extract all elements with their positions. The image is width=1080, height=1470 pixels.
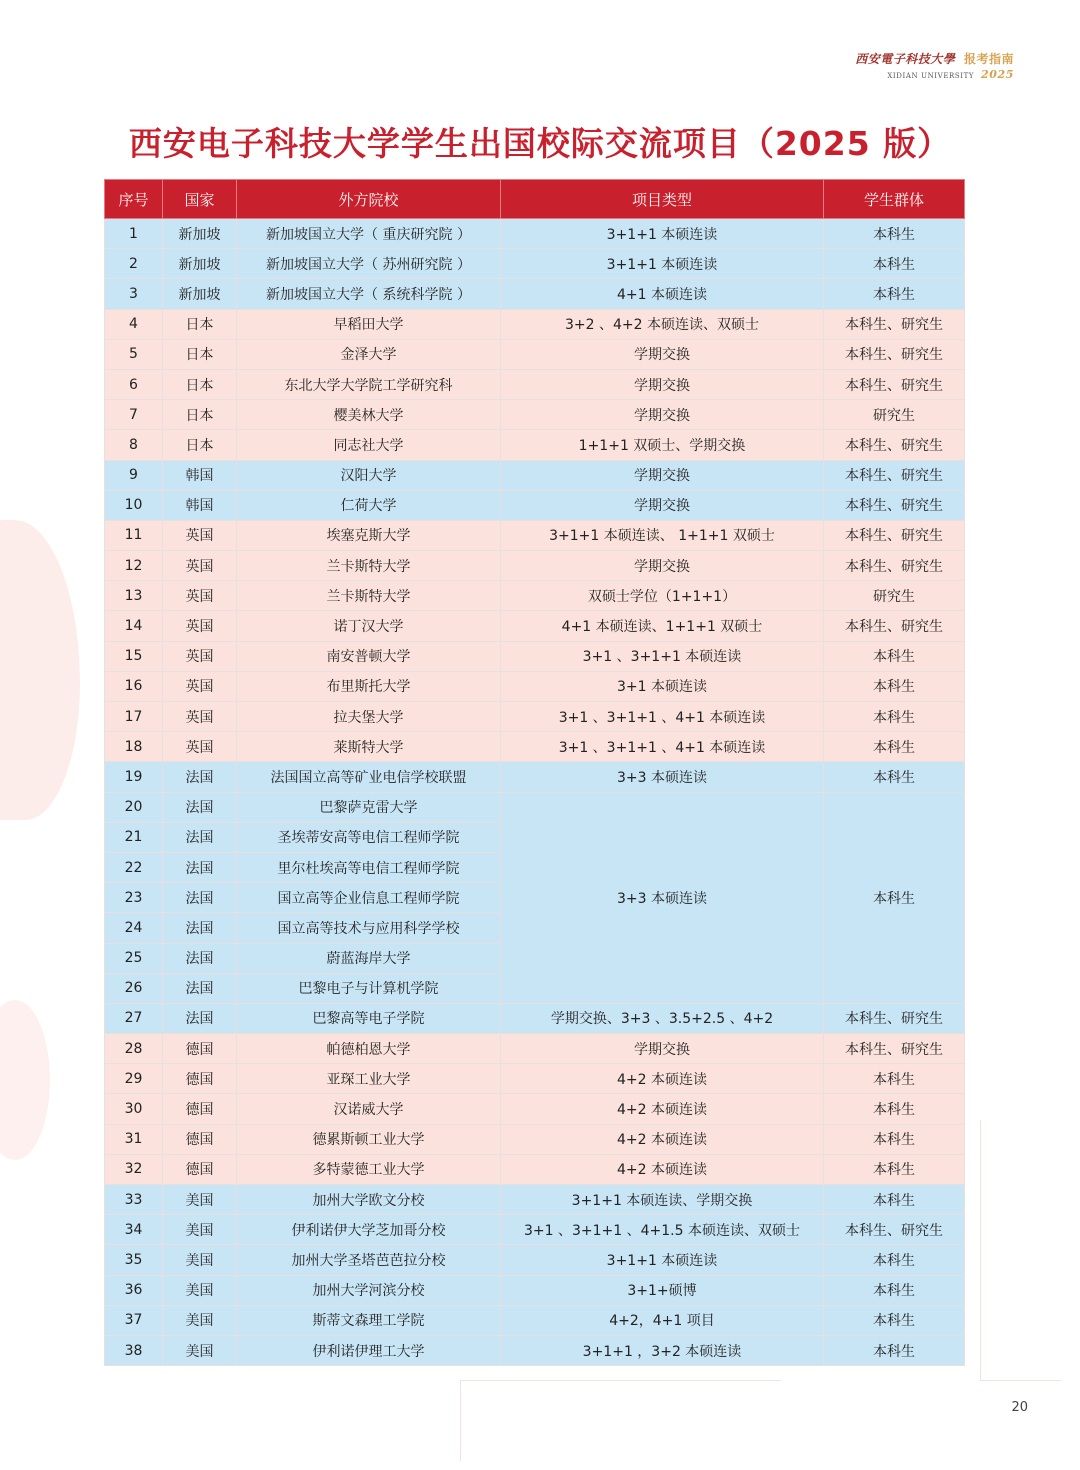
cell-school: 莱斯特大学 <box>237 732 501 762</box>
logo-university-name: 西安電子科技大學 <box>855 52 956 66</box>
cell-student-group: 本科生 <box>824 1094 965 1124</box>
cell-student-group: 研究生 <box>824 400 965 430</box>
cell-number: 37 <box>105 1305 163 1335</box>
cell-school: 南安普顿大学 <box>237 641 501 671</box>
cell-program-type: 3+1+1 本硕连读、学期交换 <box>501 1185 824 1215</box>
cell-school: 樱美林大学 <box>237 400 501 430</box>
cell-country: 日本 <box>163 430 237 460</box>
cell-country: 新加坡 <box>163 249 237 279</box>
cell-country: 法国 <box>163 883 237 913</box>
cell-student-group: 本科生 <box>824 702 965 732</box>
cell-student-group: 本科生、研究生 <box>824 339 965 369</box>
cell-school: 帕德柏恩大学 <box>237 1034 501 1064</box>
cell-country: 英国 <box>163 702 237 732</box>
cell-number: 5 <box>105 339 163 369</box>
cell-school: 德累斯顿工业大学 <box>237 1124 501 1154</box>
table-row <box>105 430 965 460</box>
table-header-row <box>105 180 965 219</box>
table-row <box>105 1305 965 1335</box>
cell-country: 英国 <box>163 551 237 581</box>
cell-program-type: 学期交换、3+3 、3.5+2.5 、4+2 <box>501 1003 824 1033</box>
cell-country: 法国 <box>163 762 237 792</box>
cell-number: 26 <box>105 973 163 1003</box>
cell-country: 英国 <box>163 671 237 701</box>
cell-school: 亚琛工业大学 <box>237 1064 501 1094</box>
cell-student-group: 本科生、研究生 <box>824 460 965 490</box>
cell-school: 拉夫堡大学 <box>237 702 501 732</box>
cell-country: 美国 <box>163 1185 237 1215</box>
cell-program-type: 3+2 、4+2 本硕连读、双硕士 <box>501 309 824 339</box>
cell-school: 圣埃蒂安高等电信工程师学院 <box>237 822 501 852</box>
cell-school: 金泽大学 <box>237 339 501 369</box>
cell-program-type: 4+1 本硕连读 <box>501 279 824 309</box>
cell-school: 巴黎萨克雷大学 <box>237 792 501 822</box>
cell-student-group: 本科生 <box>824 1305 965 1335</box>
cell-student-group: 本科生 <box>824 1064 965 1094</box>
cell-program-type: 4+1 本硕连读、1+1+1 双硕士 <box>501 611 824 641</box>
cell-country: 德国 <box>163 1064 237 1094</box>
cell-number: 22 <box>105 852 163 882</box>
table-row <box>105 611 965 641</box>
cell-program-type: 4+2 本硕连读 <box>501 1064 824 1094</box>
page-number: 20 <box>1011 1400 1028 1415</box>
header-school: 外方院校 <box>237 180 501 219</box>
cell-school: 法国国立高等矿业电信学校联盟 <box>237 762 501 792</box>
cell-country: 德国 <box>163 1154 237 1184</box>
cell-school: 巴黎电子与计算机学院 <box>237 973 501 1003</box>
cell-country: 法国 <box>163 822 237 852</box>
cell-country: 法国 <box>163 973 237 1003</box>
table-row <box>105 279 965 309</box>
table-row <box>105 460 965 490</box>
cell-student-group: 本科生 <box>824 641 965 671</box>
cell-country: 英国 <box>163 581 237 611</box>
table-row <box>105 1215 965 1245</box>
cell-student-group: 本科生 <box>824 792 965 1003</box>
cell-school: 蔚蓝海岸大学 <box>237 943 501 973</box>
background-circuit-decoration <box>980 1120 1061 1381</box>
cell-school: 同志社大学 <box>237 430 501 460</box>
cell-country: 法国 <box>163 943 237 973</box>
table-row <box>105 1154 965 1184</box>
cell-program-type: 4+2 本硕连读 <box>501 1124 824 1154</box>
cell-number: 31 <box>105 1124 163 1154</box>
cell-program-type: 4+2，4+1 项目 <box>501 1305 824 1335</box>
cell-program-type: 4+2 本硕连读 <box>501 1094 824 1124</box>
cell-student-group: 本科生 <box>824 219 965 249</box>
cell-country: 德国 <box>163 1124 237 1154</box>
logo-english-name: XIDIAN UNIVERSITY <box>887 72 975 80</box>
table-row <box>105 1124 965 1154</box>
cell-number: 25 <box>105 943 163 973</box>
cell-student-group: 本科生 <box>824 732 965 762</box>
cell-school: 加州大学圣塔芭芭拉分校 <box>237 1245 501 1275</box>
cell-number: 28 <box>105 1034 163 1064</box>
cell-program-type: 学期交换 <box>501 551 824 581</box>
table-row <box>105 1064 965 1094</box>
background-map-decoration <box>0 1000 50 1160</box>
cell-school: 布里斯托大学 <box>237 671 501 701</box>
cell-country: 美国 <box>163 1335 237 1365</box>
cell-country: 法国 <box>163 1003 237 1033</box>
cell-country: 美国 <box>163 1305 237 1335</box>
cell-school: 汉阳大学 <box>237 460 501 490</box>
cell-number: 17 <box>105 702 163 732</box>
cell-number: 11 <box>105 520 163 550</box>
table-row <box>105 339 965 369</box>
cell-program-type: 3+1+硕博 <box>501 1275 824 1305</box>
table-row <box>105 762 965 792</box>
cell-program-type: 3+1 、3+1+1 、4+1 本硕连读 <box>501 702 824 732</box>
cell-number: 21 <box>105 822 163 852</box>
cell-program-type: 学期交换 <box>501 339 824 369</box>
table-row <box>105 732 965 762</box>
table-row <box>105 551 965 581</box>
cell-student-group: 本科生 <box>824 1185 965 1215</box>
cell-school: 伊利诺伊大学芝加哥分校 <box>237 1215 501 1245</box>
cell-student-group: 本科生、研究生 <box>824 520 965 550</box>
cell-country: 日本 <box>163 339 237 369</box>
cell-number: 7 <box>105 400 163 430</box>
cell-school: 里尔杜埃高等电信工程师学院 <box>237 852 501 882</box>
header-program-type: 项目类型 <box>501 180 824 219</box>
cell-school: 兰卡斯特大学 <box>237 581 501 611</box>
cell-country: 美国 <box>163 1245 237 1275</box>
logo-year: 2025 <box>980 68 1014 81</box>
cell-program-type: 3+1+1 本硕连读 <box>501 219 824 249</box>
cell-school: 诺丁汉大学 <box>237 611 501 641</box>
cell-number: 14 <box>105 611 163 641</box>
table-row <box>105 249 965 279</box>
cell-number: 6 <box>105 369 163 399</box>
cell-student-group: 本科生、研究生 <box>824 369 965 399</box>
cell-number: 8 <box>105 430 163 460</box>
cell-school: 兰卡斯特大学 <box>237 551 501 581</box>
cell-student-group: 本科生、研究生 <box>824 1034 965 1064</box>
table-row <box>105 219 965 249</box>
cell-number: 27 <box>105 1003 163 1033</box>
cell-number: 13 <box>105 581 163 611</box>
cell-number: 32 <box>105 1154 163 1184</box>
cell-program-type: 3+1+1 本硕连读 <box>501 1245 824 1275</box>
cell-student-group: 本科生、研究生 <box>824 551 965 581</box>
header-country: 国家 <box>163 180 237 219</box>
cell-program-type: 3+3 本硕连读 <box>501 792 824 1003</box>
header-number: 序号 <box>105 180 163 219</box>
page-title: 西安电子科技大学学生出国校际交流项目（2025 版） <box>128 124 952 163</box>
cell-number: 36 <box>105 1275 163 1305</box>
cell-number: 12 <box>105 551 163 581</box>
cell-program-type: 双硕士学位（1+1+1） <box>501 581 824 611</box>
cell-number: 19 <box>105 762 163 792</box>
cell-student-group: 本科生、研究生 <box>824 1215 965 1245</box>
cell-school: 早稻田大学 <box>237 309 501 339</box>
cell-school: 新加坡国立大学（ 系统科学院 ） <box>237 279 501 309</box>
table-row <box>105 641 965 671</box>
table-row <box>105 1275 965 1305</box>
header-student-group: 学生群体 <box>824 180 965 219</box>
table-row <box>105 1094 965 1124</box>
cell-program-type: 3+1 本硕连读 <box>501 671 824 701</box>
cell-school: 国立高等技术与应用科学学校 <box>237 913 501 943</box>
cell-number: 1 <box>105 219 163 249</box>
cell-number: 16 <box>105 671 163 701</box>
cell-school: 巴黎高等电子学院 <box>237 1003 501 1033</box>
cell-country: 美国 <box>163 1215 237 1245</box>
cell-number: 15 <box>105 641 163 671</box>
cell-student-group: 本科生 <box>824 762 965 792</box>
cell-school: 加州大学欧文分校 <box>237 1185 501 1215</box>
table-row <box>105 1185 965 1215</box>
cell-school: 东北大学大学院工学研究科 <box>237 369 501 399</box>
cell-school: 仁荷大学 <box>237 490 501 520</box>
table-row <box>105 792 965 822</box>
cell-number: 24 <box>105 913 163 943</box>
table-row <box>105 400 965 430</box>
cell-student-group: 本科生 <box>824 671 965 701</box>
cell-program-type: 3+1 、3+1+1 、4+1.5 本硕连读、双硕士 <box>501 1215 824 1245</box>
cell-school: 埃塞克斯大学 <box>237 520 501 550</box>
cell-program-type: 3+3 本硕连读 <box>501 762 824 792</box>
table-row <box>105 1245 965 1275</box>
cell-number: 20 <box>105 792 163 822</box>
cell-number: 34 <box>105 1215 163 1245</box>
table-row <box>105 581 965 611</box>
cell-student-group: 本科生、研究生 <box>824 309 965 339</box>
cell-program-type: 学期交换 <box>501 460 824 490</box>
cell-school: 伊利诺伊理工大学 <box>237 1335 501 1365</box>
cell-program-type: 3+1+1 本硕连读 <box>501 249 824 279</box>
cell-student-group: 研究生 <box>824 581 965 611</box>
cell-school: 汉诺威大学 <box>237 1094 501 1124</box>
cell-country: 新加坡 <box>163 219 237 249</box>
cell-country: 英国 <box>163 641 237 671</box>
cell-country: 英国 <box>163 611 237 641</box>
logo-guide-text: 报考指南 <box>963 52 1014 66</box>
exchange-program-table <box>104 179 965 1366</box>
cell-student-group: 本科生 <box>824 1124 965 1154</box>
table-row <box>105 1034 965 1064</box>
cell-country: 美国 <box>163 1275 237 1305</box>
cell-student-group: 本科生、研究生 <box>824 1003 965 1033</box>
cell-number: 4 <box>105 309 163 339</box>
cell-student-group: 本科生 <box>824 1275 965 1305</box>
cell-country: 新加坡 <box>163 279 237 309</box>
cell-number: 38 <box>105 1335 163 1365</box>
cell-program-type: 学期交换 <box>501 369 824 399</box>
cell-student-group: 本科生 <box>824 249 965 279</box>
cell-number: 18 <box>105 732 163 762</box>
cell-program-type: 3+1+1 ，3+2 本硕连读 <box>501 1335 824 1365</box>
cell-number: 10 <box>105 490 163 520</box>
cell-number: 9 <box>105 460 163 490</box>
cell-student-group: 本科生 <box>824 1245 965 1275</box>
cell-country: 英国 <box>163 732 237 762</box>
cell-school: 新加坡国立大学（ 重庆研究院 ） <box>237 219 501 249</box>
cell-program-type: 3+1 、3+1+1 、4+1 本硕连读 <box>501 732 824 762</box>
cell-country: 英国 <box>163 520 237 550</box>
cell-program-type: 4+2 本硕连读 <box>501 1154 824 1184</box>
cell-school: 斯蒂文森理工学院 <box>237 1305 501 1335</box>
cell-country: 日本 <box>163 369 237 399</box>
table-row <box>105 520 965 550</box>
cell-program-type: 1+1+1 双硕士、学期交换 <box>501 430 824 460</box>
table-row <box>105 671 965 701</box>
cell-country: 法国 <box>163 792 237 822</box>
cell-program-type: 3+1+1 本硕连读、 1+1+1 双硕士 <box>501 520 824 550</box>
cell-country: 韩国 <box>163 490 237 520</box>
cell-school: 新加坡国立大学（ 苏州研究院 ） <box>237 249 501 279</box>
cell-country: 日本 <box>163 309 237 339</box>
table-row <box>105 490 965 520</box>
cell-country: 德国 <box>163 1094 237 1124</box>
cell-program-type: 学期交换 <box>501 400 824 430</box>
university-logo <box>855 50 1014 81</box>
cell-student-group: 本科生 <box>824 1154 965 1184</box>
cell-country: 德国 <box>163 1034 237 1064</box>
cell-number: 3 <box>105 279 163 309</box>
cell-student-group: 本科生 <box>824 1335 965 1365</box>
cell-student-group: 本科生、研究生 <box>824 430 965 460</box>
cell-school: 国立高等企业信息工程师学院 <box>237 883 501 913</box>
cell-student-group: 本科生、研究生 <box>824 611 965 641</box>
table-row <box>105 369 965 399</box>
cell-number: 29 <box>105 1064 163 1094</box>
cell-country: 法国 <box>163 852 237 882</box>
cell-country: 韩国 <box>163 460 237 490</box>
cell-number: 23 <box>105 883 163 913</box>
cell-program-type: 学期交换 <box>501 490 824 520</box>
cell-number: 35 <box>105 1245 163 1275</box>
cell-school: 多特蒙德工业大学 <box>237 1154 501 1184</box>
cell-country: 日本 <box>163 400 237 430</box>
cell-student-group: 本科生、研究生 <box>824 490 965 520</box>
cell-number: 2 <box>105 249 163 279</box>
cell-school: 加州大学河滨分校 <box>237 1275 501 1305</box>
table-row <box>105 1335 965 1365</box>
background-circuit-decoration <box>460 1380 781 1461</box>
table-row <box>105 1003 965 1033</box>
background-map-decoration <box>0 520 80 820</box>
cell-country: 法国 <box>163 913 237 943</box>
cell-student-group: 本科生 <box>824 279 965 309</box>
cell-program-type: 3+1 、3+1+1 本硕连读 <box>501 641 824 671</box>
cell-program-type: 学期交换 <box>501 1034 824 1064</box>
cell-number: 30 <box>105 1094 163 1124</box>
cell-number: 33 <box>105 1185 163 1215</box>
table-row <box>105 309 965 339</box>
table-row <box>105 702 965 732</box>
